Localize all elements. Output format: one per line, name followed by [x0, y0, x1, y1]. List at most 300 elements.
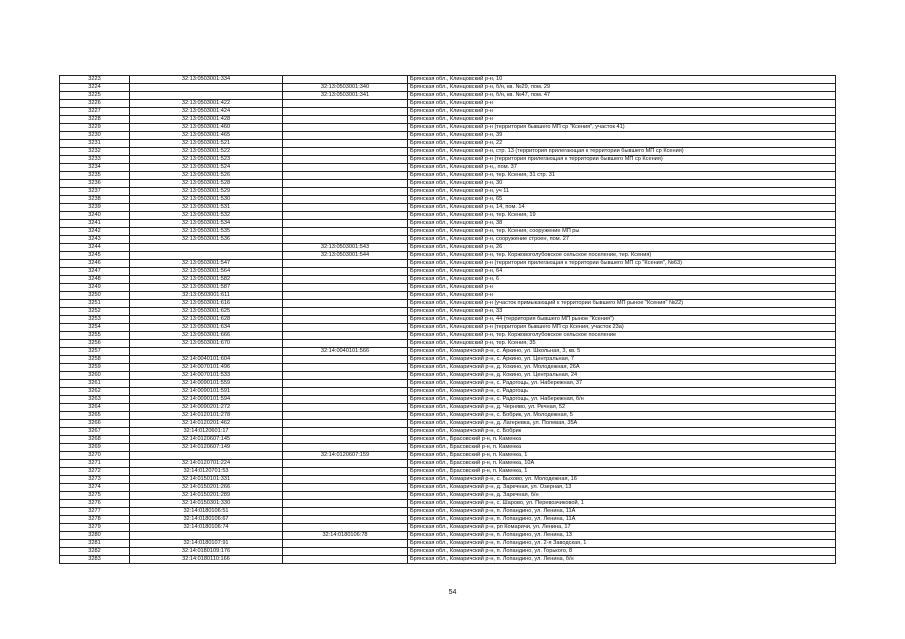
building-cadastral-number-cell [283, 404, 408, 412]
land-cadastral-number-cell: 32:13:0503001:616 [130, 300, 283, 308]
land-cadastral-number-cell: 32:13:0503001:424 [130, 108, 283, 116]
land-cadastral-number-cell: 32:13:0503001:521 [130, 140, 283, 148]
land-cadastral-number-cell: 32:14:0180107:91 [130, 540, 283, 548]
building-cadastral-number-cell: 32:13:0503001:543 [283, 244, 408, 252]
land-cadastral-number-cell: 32:13:0503001:666 [130, 332, 283, 340]
row-number-cell: 3254 [60, 324, 130, 332]
building-cadastral-number-cell [283, 100, 408, 108]
building-cadastral-number-cell [283, 148, 408, 156]
address-cell: Брянская обл., Комаричский р-н, д. Лагеревка, ул. Полевая, 35А [408, 420, 836, 428]
row-number-cell: 3243 [60, 236, 130, 244]
row-number-cell: 3251 [60, 300, 130, 308]
row-number-cell: 3269 [60, 444, 130, 452]
table-row [60, 76, 836, 84]
building-cadastral-number-cell [283, 396, 408, 404]
row-number-cell: 3257 [60, 348, 130, 356]
land-cadastral-number-cell: 32:13:0503001:529 [130, 188, 283, 196]
building-cadastral-number-cell [283, 180, 408, 188]
land-cadastral-number-cell: 32:13:0503001:628 [130, 316, 283, 324]
building-cadastral-number-cell [283, 204, 408, 212]
building-cadastral-number-cell [283, 524, 408, 532]
land-cadastral-number-cell: 32:14:0070101:533 [130, 372, 283, 380]
land-cadastral-number-cell: 32:13:0503001:530 [130, 196, 283, 204]
land-cadastral-number-cell: 32:13:0503001:422 [130, 100, 283, 108]
land-cadastral-number-cell: 32:13:0503001:564 [130, 268, 283, 276]
row-number-cell: 3261 [60, 380, 130, 388]
table-row [60, 108, 836, 116]
table-row [60, 260, 836, 268]
row-number-cell: 3241 [60, 220, 130, 228]
table-row [60, 372, 836, 380]
building-cadastral-number-cell [283, 268, 408, 276]
land-cadastral-number-cell [130, 452, 283, 460]
row-number-cell: 3274 [60, 484, 130, 492]
table-row [60, 500, 836, 508]
land-cadastral-number-cell [130, 244, 283, 252]
building-cadastral-number-cell [283, 420, 408, 428]
address-cell: Брянская обл., Клинцовский р-н, 22 [408, 140, 836, 148]
land-cadastral-number-cell: 32:14:0120701:53 [130, 468, 283, 476]
land-cadastral-number-cell [130, 348, 283, 356]
address-cell: Брянская обл., Клинцовский р-н (территория бывшего МП ср Ксения, участок 23а) [408, 324, 836, 332]
address-cell: Брянская обл., Клинцовский р-н, стр. 13 (территория прилегающая к территории бывшего МП ср Ксения) [408, 148, 836, 156]
building-cadastral-number-cell [283, 260, 408, 268]
land-cadastral-number-cell: 32:14:0090201:272 [130, 404, 283, 412]
land-cadastral-number-cell: 32:14:0150101:331 [130, 476, 283, 484]
address-cell: Брянская обл., Клинцовский р-н, 6 [408, 276, 836, 284]
building-cadastral-number-cell [283, 540, 408, 548]
building-cadastral-number-cell [283, 140, 408, 148]
building-cadastral-number-cell [283, 356, 408, 364]
row-number-cell: 3258 [60, 356, 130, 364]
row-number-cell: 3255 [60, 332, 130, 340]
table-row [60, 348, 836, 356]
row-number-cell: 3232 [60, 148, 130, 156]
address-cell: Брянская обл., Комаричский р-н, п. Лопандино, ул. Ленина, 11А [408, 516, 836, 524]
table-row [60, 316, 836, 324]
cadastral-register-table [59, 75, 836, 564]
land-cadastral-number-cell: 32:13:0503001:634 [130, 324, 283, 332]
address-cell: Брянская обл., Брасовский р-н, п. Каменка, 1 [408, 452, 836, 460]
table-row [60, 116, 836, 124]
land-cadastral-number-cell: 32:13:0503001:528 [130, 180, 283, 188]
address-cell: Брянская обл., Клинцовский р-н, тер. Ксения, 19 [408, 212, 836, 220]
address-cell: Брянская обл., Клинцовский р-н, тер. Коржовоголубовское сельское поселение [408, 332, 836, 340]
building-cadastral-number-cell [283, 228, 408, 236]
land-cadastral-number-cell: 32:13:0503001:465 [130, 132, 283, 140]
table-row [60, 484, 836, 492]
building-cadastral-number-cell: 32:14:0180106:78 [283, 532, 408, 540]
building-cadastral-number-cell [283, 484, 408, 492]
address-cell: Брянская обл., Клинцовский р-н, 26 [408, 244, 836, 252]
building-cadastral-number-cell [283, 412, 408, 420]
building-cadastral-number-cell [283, 164, 408, 172]
address-cell: Брянская обл., Клинцовский р-н, уч 11 [408, 188, 836, 196]
table-row [60, 516, 836, 524]
table-row [60, 428, 836, 436]
table-row [60, 204, 836, 212]
row-number-cell: 3272 [60, 468, 130, 476]
row-number-cell: 3249 [60, 284, 130, 292]
table-row [60, 188, 836, 196]
address-cell: Брянская обл., Клинцовский р-н (участок примыкающий к территории бывшего МП рыное "Ксения" №22) [408, 300, 836, 308]
building-cadastral-number-cell [283, 324, 408, 332]
building-cadastral-number-cell [283, 372, 408, 380]
building-cadastral-number-cell [283, 300, 408, 308]
address-cell: Брянская обл., Клинцовский р-н,, пом. 37 [408, 164, 836, 172]
table-row [60, 356, 836, 364]
building-cadastral-number-cell [283, 516, 408, 524]
building-cadastral-number-cell [283, 116, 408, 124]
table-row [60, 396, 836, 404]
row-number-cell: 3248 [60, 276, 130, 284]
address-cell: Брянская обл., Клинцовский р-н, б/н, кв. №29, пом. 29 [408, 84, 836, 92]
row-number-cell: 3225 [60, 92, 130, 100]
table-row [60, 212, 836, 220]
building-cadastral-number-cell [283, 308, 408, 316]
address-cell: Брянская обл., Клинцовский р-н, 33 [408, 308, 836, 316]
address-cell: Брянская обл., Комаричский р-н, с. Бобрик [408, 428, 836, 436]
table-row [60, 292, 836, 300]
land-cadastral-number-cell: 32:13:0503001:536 [130, 236, 283, 244]
row-number-cell: 3280 [60, 532, 130, 540]
building-cadastral-number-cell [283, 292, 408, 300]
land-cadastral-number-cell: 32:13:0503001:526 [130, 172, 283, 180]
building-cadastral-number-cell [283, 460, 408, 468]
address-cell: Брянская обл., Комаричский р-н, с. Бобрик, ул. Молодежная, 5 [408, 412, 836, 420]
land-cadastral-number-cell: 32:14:0120607:145 [130, 436, 283, 444]
address-cell: Брянская обл., Клинцовский р-н, 39 [408, 132, 836, 140]
table-row [60, 252, 836, 260]
land-cadastral-number-cell [130, 532, 283, 540]
building-cadastral-number-cell [283, 508, 408, 516]
land-cadastral-number-cell: 32:13:0503001:532 [130, 212, 283, 220]
row-number-cell: 3245 [60, 252, 130, 260]
address-cell: Брянская обл., Клинцовский р-н, 65 [408, 196, 836, 204]
row-number-cell: 3278 [60, 516, 130, 524]
table-row [60, 100, 836, 108]
building-cadastral-number-cell [283, 332, 408, 340]
address-cell: Брянская обл., Клинцовский р-н, сооружение строен, пом. 27 [408, 236, 836, 244]
building-cadastral-number-cell [283, 124, 408, 132]
building-cadastral-number-cell [283, 364, 408, 372]
building-cadastral-number-cell [283, 76, 408, 84]
land-cadastral-number-cell: 32:14:0180106:51 [130, 508, 283, 516]
address-cell: Брянская обл., Клинцовский р-н, 64 [408, 268, 836, 276]
table-row [60, 340, 836, 348]
land-cadastral-number-cell: 32:13:0503001:625 [130, 308, 283, 316]
row-number-cell: 3246 [60, 260, 130, 268]
building-cadastral-number-cell: 32:13:0503001:544 [283, 252, 408, 260]
row-number-cell: 3236 [60, 180, 130, 188]
table-row [60, 508, 836, 516]
land-cadastral-number-cell: 32:13:0503001:460 [130, 124, 283, 132]
table-row [60, 404, 836, 412]
building-cadastral-number-cell [283, 476, 408, 484]
address-cell: Брянская обл., Клинцовский р-н [408, 284, 836, 292]
land-cadastral-number-cell: 32:13:0503001:611 [130, 292, 283, 300]
address-cell: Брянская обл., Комаричский р-н, д. Заречная, ул. Озерная, 13 [408, 484, 836, 492]
table-row [60, 388, 836, 396]
building-cadastral-number-cell [283, 132, 408, 140]
land-cadastral-number-cell: 32:13:0503001:534 [130, 220, 283, 228]
address-cell: Брянская обл., Комаричский р-н, д. Кокино, ул. Молодежная, 26А [408, 364, 836, 372]
table-row [60, 276, 836, 284]
row-number-cell: 3265 [60, 412, 130, 420]
building-cadastral-number-cell: 32:14:0040101:566 [283, 348, 408, 356]
table-row [60, 548, 836, 556]
row-number-cell: 3233 [60, 156, 130, 164]
address-cell: Брянская обл., Комаричский р-н, с. Радогощь, ул. Набережная, б/н [408, 396, 836, 404]
row-number-cell: 3250 [60, 292, 130, 300]
address-cell: Брянская обл., Клинцовский р-н, тер. Ксения, 35 [408, 340, 836, 348]
row-number-cell: 3231 [60, 140, 130, 148]
table-row [60, 84, 836, 92]
table-row [60, 196, 836, 204]
address-cell: Брянская обл., Брасовский р-н, п. Каменка [408, 444, 836, 452]
table-row [60, 228, 836, 236]
address-cell: Брянская обл., Комаричский р-н, п. Лопандино, ул. Горького, 8 [408, 548, 836, 556]
table-row [60, 220, 836, 228]
building-cadastral-number-cell: 32:13:0503001:341 [283, 92, 408, 100]
land-cadastral-number-cell: 32:14:0120701:224 [130, 460, 283, 468]
table-row [60, 524, 836, 532]
land-cadastral-number-cell: 32:13:0503001:582 [130, 276, 283, 284]
land-cadastral-number-cell [130, 84, 283, 92]
address-cell: Брянская обл., Клинцовский р-н, 14, пом. 14 [408, 204, 836, 212]
land-cadastral-number-cell: 32:14:0120607:149 [130, 444, 283, 452]
land-cadastral-number-cell: 32:14:0120101:278 [130, 412, 283, 420]
row-number-cell: 3229 [60, 124, 130, 132]
table-row [60, 132, 836, 140]
land-cadastral-number-cell: 32:14:0150201:289 [130, 492, 283, 500]
building-cadastral-number-cell [283, 172, 408, 180]
building-cadastral-number-cell [283, 492, 408, 500]
land-cadastral-number-cell [130, 252, 283, 260]
land-cadastral-number-cell: 32:14:0180106:74 [130, 524, 283, 532]
land-cadastral-number-cell: 32:14:0040101:604 [130, 356, 283, 364]
address-cell: Брянская обл., Комаричский р-н, с. Аркино, ул. Центральная, 7 [408, 356, 836, 364]
land-cadastral-number-cell: 32:14:0070101:496 [130, 364, 283, 372]
table-row [60, 236, 836, 244]
row-number-cell: 3256 [60, 340, 130, 348]
land-cadastral-number-cell: 32:13:0503001:524 [130, 164, 283, 172]
address-cell: Брянская обл., Комаричский р-н, п. Лопандино, ул. Ленина, б/н [408, 556, 836, 564]
address-cell: Брянская обл., Комаричский р-н, с. Радогощь, ул. Набережная, 37 [408, 380, 836, 388]
table-row [60, 124, 836, 132]
table-row [60, 92, 836, 100]
address-cell: Брянская обл., Клинцовский р-н, 10 [408, 76, 836, 84]
address-cell: Брянская обл., Клинцовский р-н (территория прилегающая к территории бывшего МП ср Ксения) [408, 156, 836, 164]
row-number-cell: 3239 [60, 204, 130, 212]
table-row [60, 436, 836, 444]
land-cadastral-number-cell: 32:13:0503001:531 [130, 204, 283, 212]
row-number-cell: 3283 [60, 556, 130, 564]
row-number-cell: 3271 [60, 460, 130, 468]
table-row [60, 380, 836, 388]
land-cadastral-number-cell: 32:14:0150201:266 [130, 484, 283, 492]
row-number-cell: 3268 [60, 436, 130, 444]
address-cell: Брянская обл., Клинцовский р-н, 30 [408, 180, 836, 188]
row-number-cell: 3227 [60, 108, 130, 116]
row-number-cell: 3277 [60, 508, 130, 516]
table-body [60, 76, 836, 564]
address-cell: Брянская обл., Клинцовский р-н [408, 108, 836, 116]
table-row [60, 284, 836, 292]
address-cell: Брянская обл., Комаричский р-н, с. Радогощь [408, 388, 836, 396]
building-cadastral-number-cell [283, 548, 408, 556]
row-number-cell: 3282 [60, 548, 130, 556]
building-cadastral-number-cell [283, 236, 408, 244]
address-cell: Брянская обл., Брасовский р-н, п. Каменка, 10А [408, 460, 836, 468]
land-cadastral-number-cell: 32:14:0180109:176 [130, 548, 283, 556]
building-cadastral-number-cell [283, 340, 408, 348]
address-cell: Брянская обл., Клинцовский р-н [408, 116, 836, 124]
table-row [60, 412, 836, 420]
address-cell: Брянская обл., Клинцовский р-н [408, 292, 836, 300]
row-number-cell: 3247 [60, 268, 130, 276]
building-cadastral-number-cell [283, 556, 408, 564]
table-row [60, 452, 836, 460]
row-number-cell: 3230 [60, 132, 130, 140]
address-cell: Брянская обл., Комаричский р-н, д. Черняво, ул. Речная, 52 [408, 404, 836, 412]
address-cell: Брянская обл., Клинцовский р-н, б/н, кв. №47, пом. 47 [408, 92, 836, 100]
land-cadastral-number-cell: 32:14:0120601:17 [130, 428, 283, 436]
table-row [60, 556, 836, 564]
address-cell: Брянская обл., Комаричский р-н, рп Комаричи, ул. Ленина, 17 [408, 524, 836, 532]
row-number-cell: 3279 [60, 524, 130, 532]
building-cadastral-number-cell [283, 220, 408, 228]
table-row [60, 244, 836, 252]
table-row [60, 180, 836, 188]
address-cell: Брянская обл., Брасовский р-н, п. Каменка [408, 436, 836, 444]
building-cadastral-number-cell [283, 436, 408, 444]
building-cadastral-number-cell [283, 188, 408, 196]
table-row [60, 148, 836, 156]
row-number-cell: 3226 [60, 100, 130, 108]
land-cadastral-number-cell: 32:13:0503001:522 [130, 148, 283, 156]
row-number-cell: 3263 [60, 396, 130, 404]
row-number-cell: 3235 [60, 172, 130, 180]
row-number-cell: 3262 [60, 388, 130, 396]
row-number-cell: 3267 [60, 428, 130, 436]
building-cadastral-number-cell [283, 156, 408, 164]
table-row [60, 444, 836, 452]
address-cell: Брянская обл., Комаричский р-н, п. Лопандино, ул. Ленина, 11А [408, 508, 836, 516]
row-number-cell: 3264 [60, 404, 130, 412]
table-row [60, 364, 836, 372]
address-cell: Брянская обл., Комаричский р-н, с. Быхово, ул. Молодежная, 16 [408, 476, 836, 484]
address-cell: Брянская обл., Комаричский р-н, с. Шарово, ул. Перевозчиковой, 1 [408, 500, 836, 508]
land-cadastral-number-cell [130, 92, 283, 100]
address-cell: Брянская обл., Клинцовский р-н, 38 [408, 220, 836, 228]
land-cadastral-number-cell: 32:13:0503001:523 [130, 156, 283, 164]
building-cadastral-number-cell [283, 428, 408, 436]
row-number-cell: 3275 [60, 492, 130, 500]
table-row [60, 476, 836, 484]
land-cadastral-number-cell: 32:14:0120201:462 [130, 420, 283, 428]
page-number: 54 [448, 589, 457, 596]
row-number-cell: 3228 [60, 116, 130, 124]
table-row [60, 460, 836, 468]
building-cadastral-number-cell [283, 388, 408, 396]
row-number-cell: 3259 [60, 364, 130, 372]
table-row [60, 172, 836, 180]
row-number-cell: 3237 [60, 188, 130, 196]
land-cadastral-number-cell: 32:13:0503001:587 [130, 284, 283, 292]
address-cell: Брянская обл., Клинцовский р-н [408, 100, 836, 108]
table-row [60, 300, 836, 308]
address-cell: Брянская обл., Комаричский р-н, п. Лопандино, ул. 2-я Заводская, 1 [408, 540, 836, 548]
row-number-cell: 3253 [60, 316, 130, 324]
row-number-cell: 3273 [60, 476, 130, 484]
table-row [60, 308, 836, 316]
row-number-cell: 3234 [60, 164, 130, 172]
table-row [60, 492, 836, 500]
address-cell: Брянская обл., Клинцовский р-н (территория бывшего МП ср "Ксения", участок 41) [408, 124, 836, 132]
land-cadastral-number-cell: 32:14:0090101:594 [130, 396, 283, 404]
row-number-cell: 3223 [60, 76, 130, 84]
building-cadastral-number-cell [283, 276, 408, 284]
table-row [60, 420, 836, 428]
row-number-cell: 3242 [60, 228, 130, 236]
land-cadastral-number-cell: 32:13:0503001:547 [130, 260, 283, 268]
land-cadastral-number-cell: 32:13:0503001:428 [130, 116, 283, 124]
row-number-cell: 3270 [60, 452, 130, 460]
land-cadastral-number-cell: 32:13:0503001:670 [130, 340, 283, 348]
table-row [60, 468, 836, 476]
land-cadastral-number-cell: 32:14:0150301:330 [130, 500, 283, 508]
land-cadastral-number-cell: 32:14:0180110:166 [130, 556, 283, 564]
row-number-cell: 3240 [60, 212, 130, 220]
building-cadastral-number-cell [283, 444, 408, 452]
building-cadastral-number-cell: 32:14:0120607:159 [283, 452, 408, 460]
table-row [60, 164, 836, 172]
row-number-cell: 3238 [60, 196, 130, 204]
address-cell: Брянская обл., Комаричский р-н, д. Заречная, б/н [408, 492, 836, 500]
building-cadastral-number-cell [283, 316, 408, 324]
table-row [60, 540, 836, 548]
address-cell: Брянская обл., Комаричский р-н, д. Кокино, ул. Центральная, 24 [408, 372, 836, 380]
address-cell: Брянская обл., Клинцовский р-н, тер. Ксения, сооружение МП ры [408, 228, 836, 236]
building-cadastral-number-cell [283, 380, 408, 388]
building-cadastral-number-cell [283, 468, 408, 476]
building-cadastral-number-cell [283, 108, 408, 116]
row-number-cell: 3266 [60, 420, 130, 428]
row-number-cell: 3281 [60, 540, 130, 548]
land-cadastral-number-cell: 32:14:0090101:591 [130, 388, 283, 396]
building-cadastral-number-cell [283, 500, 408, 508]
building-cadastral-number-cell [283, 284, 408, 292]
land-cadastral-number-cell: 32:13:0503001:334 [130, 76, 283, 84]
building-cadastral-number-cell [283, 196, 408, 204]
row-number-cell: 3244 [60, 244, 130, 252]
row-number-cell: 3224 [60, 84, 130, 92]
address-cell: Брянская обл., Комаричский р-н, с. Аркино, ул. Школьная, 3, кв. 5 [408, 348, 836, 356]
address-cell: Брянская обл., Клинцовский р-н, тер. Коржовоголубовское сельское поселение, тер. Ксения) [408, 252, 836, 260]
table-row [60, 324, 836, 332]
address-cell: Брянская обл., Клинцовский р-н, 44 (территория бывшего МП рыное "Ксения") [408, 316, 836, 324]
table-row [60, 532, 836, 540]
table-row [60, 268, 836, 276]
land-cadastral-number-cell: 32:14:0090101:559 [130, 380, 283, 388]
row-number-cell: 3252 [60, 308, 130, 316]
table-row [60, 156, 836, 164]
land-cadastral-number-cell: 32:13:0503001:535 [130, 228, 283, 236]
table-row [60, 332, 836, 340]
row-number-cell: 3276 [60, 500, 130, 508]
land-cadastral-number-cell: 32:14:0180106:67 [130, 516, 283, 524]
